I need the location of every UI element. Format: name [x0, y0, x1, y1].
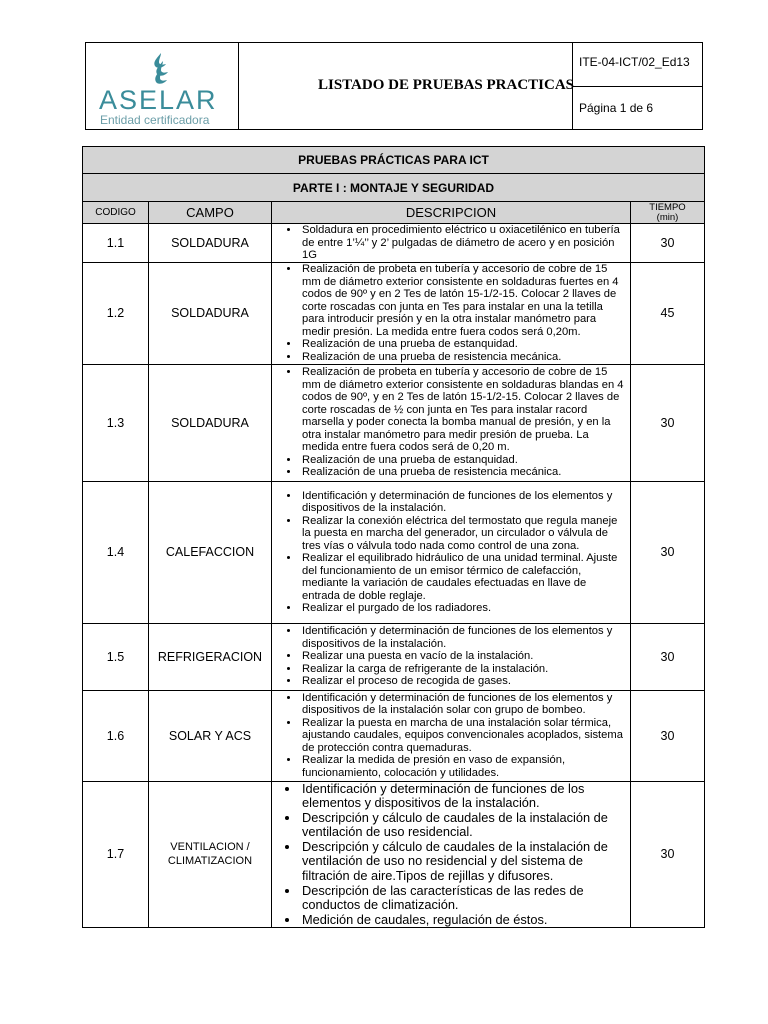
- tiempo-unit: (min): [656, 211, 679, 223]
- list-item: • Realización de probeta en tubería y accesorio de cobre de 15 mm de diámetro exterior consistente en soldaduras fuertes en 4 codos de 90º y en 2 Tes de latón 15-1/2-15. Colocar 2 llaves de corte roscadas con junta en Tes para instalar en una la tetilla para introducir presión y en la otra instalar manómetro para medir presión. La medida entre fuera codos será 0,20m.: [300, 263, 626, 338]
- list-item: • Realización de una prueba de estanquidad.: [300, 454, 626, 467]
- logo-cell: [86, 43, 239, 129]
- campo-line-2: CLIMATIZACION: [167, 855, 253, 868]
- row-code: 1.4: [83, 481, 149, 623]
- row-campo: REFRIGERACION: [149, 623, 272, 690]
- column-header-descripcion: DESCRIPCION: [272, 202, 631, 224]
- row-tiempo: 30: [631, 481, 705, 623]
- list-item: • Identificación y determinación de funciones de los elementos y dispositivos de la instalación.: [300, 490, 626, 515]
- list-item: • Descripción y cálculo de caudales de la instalación de ventilación de uso residencial.: [300, 811, 626, 840]
- logo-subtitle: Entidad certificadora: [100, 113, 210, 127]
- list-item: • Descripción de las características de las redes de conductos de climatización.: [300, 884, 626, 913]
- document-title: LISTADO DE PRUEBAS PRACTICAS: [317, 77, 575, 93]
- list-item: • Realizar el equilibrado hidráulico de una unidad terminal. Ajuste del funcionamiento de un emisor térmico de calefacción, mediante la variación de caudales efectuadas en llave de entrada de doble reglaje.: [300, 552, 626, 602]
- list-item: • Realizar la medida de presión en vaso de expansión, funcionamiento, colocación y utilidades.: [300, 754, 626, 779]
- list-item: • Descripción y cálculo de caudales de la instalación de ventilación de uso no residencial y del sistema de filtración de aire.Tipos de rejillas y difusores.: [300, 840, 626, 884]
- table-row: [83, 262, 705, 364]
- column-header-campo: CAMPO: [149, 202, 272, 224]
- row-description: [272, 781, 631, 928]
- table-part: PARTE I : MONTAJE Y SEGURIDAD: [83, 174, 705, 202]
- logo-name: ASELAR: [99, 85, 218, 115]
- list-item: • Soldadura en procedimiento eléctrico u oxiacetilénico en tubería de entre 1’¼’’ y 2’ pulgadas de diámetro de acero y en posición 1G: [300, 224, 626, 262]
- list-item: • Realización de una prueba de resistencia mecánica.: [300, 466, 626, 479]
- list-item: • Medición de caudales, regulación de éstos.: [300, 913, 626, 928]
- list-item: • Realización de una prueba de resistencia mecánica.: [300, 351, 626, 364]
- row-tiempo: 30: [631, 690, 705, 781]
- row-tiempo: 30: [631, 623, 705, 690]
- table-row: [83, 690, 705, 781]
- list-item: • Realizar el proceso de recogida de gases.: [300, 675, 626, 688]
- document-header: [85, 42, 703, 130]
- row-code: 1.2: [83, 262, 149, 364]
- row-code: 1.3: [83, 364, 149, 481]
- document-code: ITE-04-ICT/02_Ed13: [579, 55, 690, 69]
- table-row: [83, 623, 705, 690]
- row-tiempo: 30: [631, 364, 705, 481]
- list-item: • Identificación y determinación de funciones de los elementos y dispositivos de la instalación solar con grupo de bombeo.: [300, 692, 626, 717]
- table-row: [83, 781, 705, 928]
- list-item: • Realizar una puesta en vacío de la instalación.: [300, 650, 626, 663]
- doc-info-cell: [572, 43, 703, 129]
- list-item: • Realizar la conexión eléctrica del termostato que regula maneje la puesta en marcha del generador, un circulador o válvula de tres vías o válvula todo nada como control de una zona.: [300, 515, 626, 553]
- page-number: Página 1 de 6: [579, 101, 654, 115]
- row-description: [272, 364, 631, 481]
- row-campo: SOLDADURA: [149, 262, 272, 364]
- list-item: • Realización de una prueba de estanquidad.: [300, 338, 626, 351]
- column-header-tiempo: [631, 202, 705, 224]
- list-item: • Realización de probeta en tubería y accesorio de cobre de 15 mm de diámetro exterior consistente en soldaduras blandas en 4 codos de 90º, y en 2 Tes de latón 15-1/2-15. Colocar 2 llaves de corte roscadas de ½ con junta en Tes para instalar racord marsella y poder conecta la bomba manual de presión, y en la otra instalar manómetro para medir presión de prueba. La medida entre fuera codos será de 0,20 m.: [300, 366, 626, 454]
- practical-tests-table: [82, 146, 705, 928]
- row-campo: SOLAR Y ACS: [149, 690, 272, 781]
- list-item: • Realizar el purgado de los radiadores.: [300, 602, 626, 615]
- row-code: 1.1: [83, 224, 149, 263]
- row-description: [272, 690, 631, 781]
- row-tiempo: 30: [631, 224, 705, 263]
- row-campo: SOLDADURA: [149, 364, 272, 481]
- table-row: [83, 364, 705, 481]
- list-item: • Realizar la puesta en marcha de una instalación solar térmica, ajustando caudales, equipos convencionales acoplados, sistema de protección contra quemaduras.: [300, 717, 626, 755]
- list-item: • Realizar la carga de refrigerante de la instalación.: [300, 663, 626, 676]
- row-tiempo: 45: [631, 262, 705, 364]
- column-header-code: CODIGO: [83, 202, 149, 224]
- aselar-logo-icon: [146, 51, 176, 87]
- row-campo: [149, 781, 272, 928]
- list-item: • Identificación y determinación de funciones de los elementos y dispositivos de la instalación.: [300, 782, 626, 811]
- row-description: [272, 481, 631, 623]
- row-code: 1.7: [83, 781, 149, 928]
- row-description: [272, 623, 631, 690]
- list-item: • Identificación y determinación de funciones de los elementos y dispositivos de la instalación.: [300, 625, 626, 650]
- row-code: 1.6: [83, 690, 149, 781]
- row-tiempo: 30: [631, 781, 705, 928]
- divider: [573, 86, 703, 87]
- tiempo-label: TIEMPO: [649, 201, 686, 213]
- table-row: [83, 481, 705, 623]
- row-code: 1.5: [83, 623, 149, 690]
- row-description: [272, 224, 631, 263]
- table-row: [83, 224, 705, 263]
- row-description: [272, 262, 631, 364]
- campo-line-1: VENTILACION /: [170, 841, 250, 854]
- row-campo: CALEFACCION: [149, 481, 272, 623]
- table-title: PRUEBAS PRÁCTICAS PARA ICT: [83, 147, 705, 174]
- row-campo: SOLDADURA: [149, 224, 272, 263]
